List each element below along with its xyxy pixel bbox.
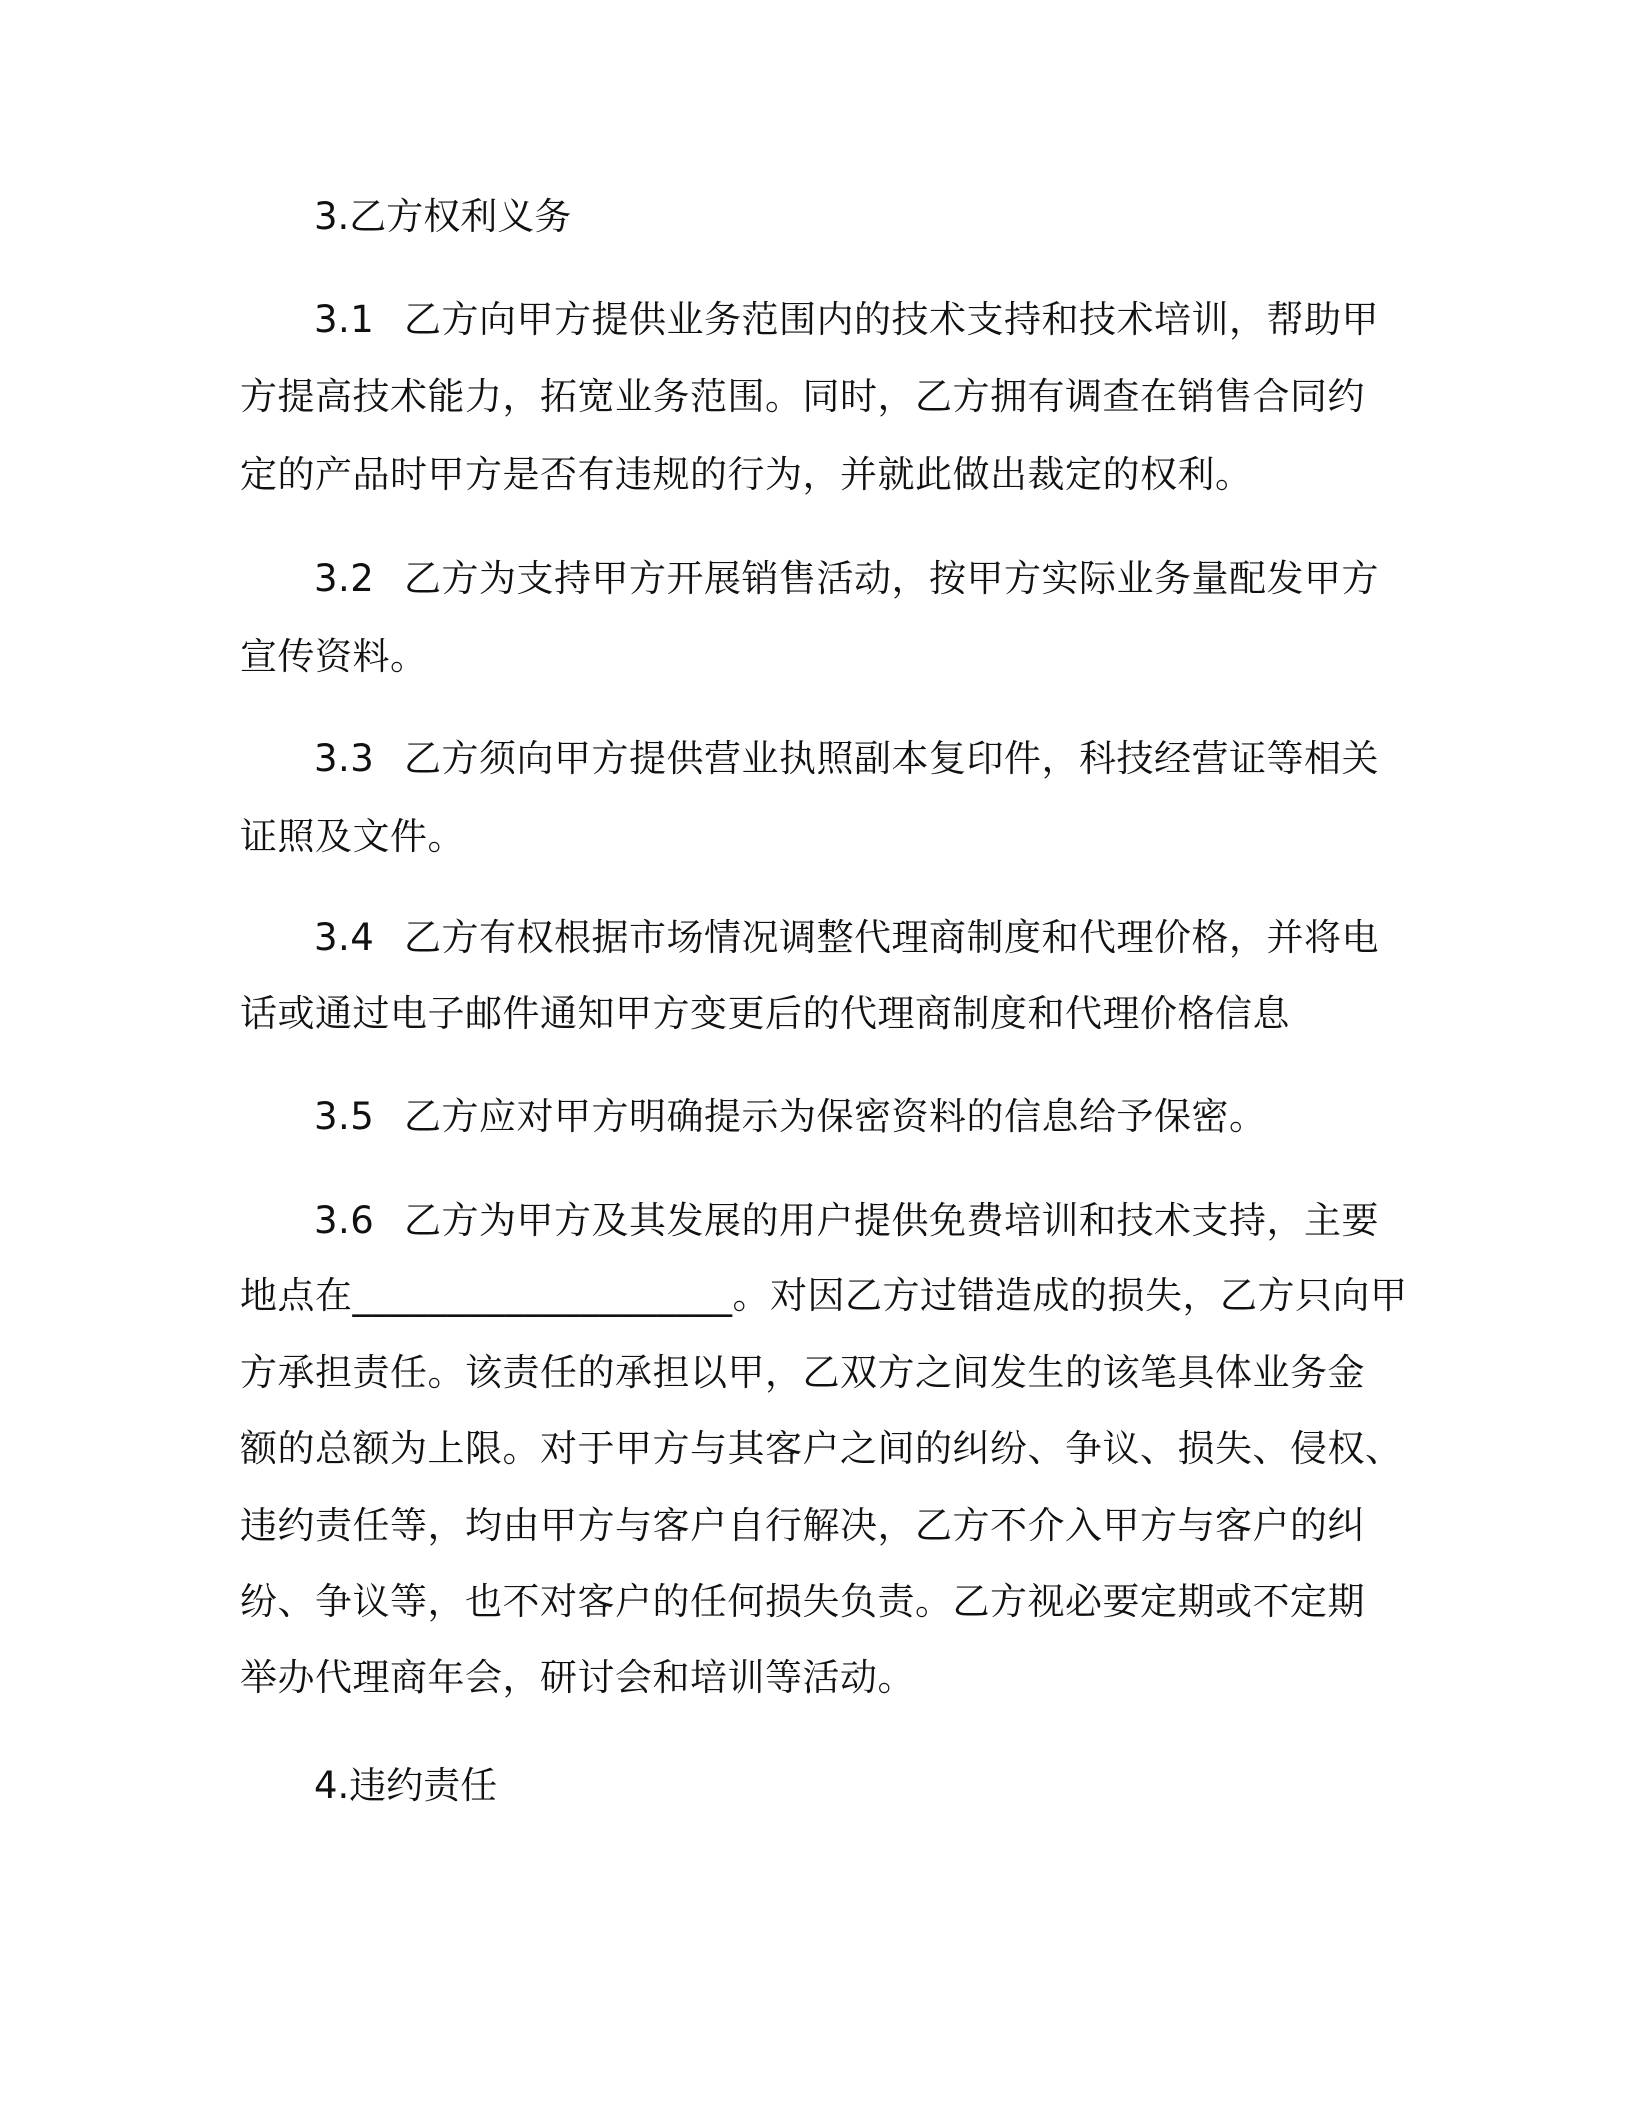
clause-3-6-line: 纷、争议等，也不对客户的任何损失负责。乙方视必要定期或不定期: [240, 1580, 1365, 1623]
clause-number: 3.6: [314, 1199, 375, 1242]
clause-text: 乙方有权根据市场情况调整代理商制度和代理价格，并将电: [404, 916, 1379, 959]
clause-number: 3.2: [314, 557, 375, 600]
clause-3-2-first-line: [314, 555, 1379, 603]
clause-number: 3.3: [314, 737, 375, 780]
section-3-heading: 3.乙方权利义务: [314, 195, 572, 238]
clause-3-4-first-line: [314, 914, 1379, 962]
clause-3-1-line: 方提高技术能力，拓宽业务范围。同时，乙方拥有调查在销售合同约: [240, 375, 1365, 418]
clause-number: 3.5: [314, 1095, 375, 1138]
clause-3-6-line: 地点在____________________。对因乙方过错造成的损失，乙方只向甲: [240, 1274, 1408, 1317]
clause-3-2-line: 宣传资料。: [240, 635, 428, 678]
clause-3-6-line: 方承担责任。该责任的承担以甲，乙双方之间发生的该笔具体业务金: [240, 1351, 1365, 1394]
clause-text: 乙方应对甲方明确提示为保密资料的信息给予保密。: [404, 1095, 1267, 1138]
clause-3-1-line: 定的产品时甲方是否有违规的行为，并就此做出裁定的权利。: [240, 453, 1253, 496]
clause-3-5-first-line: [314, 1093, 1267, 1141]
clause-text: 乙方向甲方提供业务范围内的技术支持和技术培训，帮助甲: [404, 298, 1379, 341]
clause-text: 乙方为甲方及其发展的用户提供免费培训和技术支持，主要: [404, 1199, 1379, 1242]
clause-number: 3.4: [314, 916, 375, 959]
clause-3-6-line: 额的总额为上限。对于甲方与其客户之间的纠纷、争议、损失、侵权、: [240, 1427, 1403, 1470]
clause-3-4-line: 话或通过电子邮件通知甲方变更后的代理商制度和代理价格信息: [240, 992, 1290, 1035]
clause-3-6-line: 违约责任等，均由甲方与客户自行解决，乙方不介入甲方与客户的纠: [240, 1504, 1365, 1547]
clause-3-6-line: 举办代理商年会，研讨会和培训等活动。: [240, 1656, 915, 1699]
clause-number: 3.1: [314, 298, 375, 341]
section-4-heading: 4.违约责任: [314, 1764, 498, 1807]
clause-text: 乙方须向甲方提供营业执照副本复印件，科技经营证等相关: [404, 737, 1379, 780]
clause-3-6-first-line: [314, 1197, 1379, 1245]
clause-3-3-first-line: [314, 735, 1379, 783]
clause-text: 乙方为支持甲方开展销售活动，按甲方实际业务量配发甲方: [404, 557, 1379, 600]
clause-3-1-first-line: [314, 296, 1379, 344]
clause-3-3-line: 证照及文件。: [240, 815, 465, 858]
